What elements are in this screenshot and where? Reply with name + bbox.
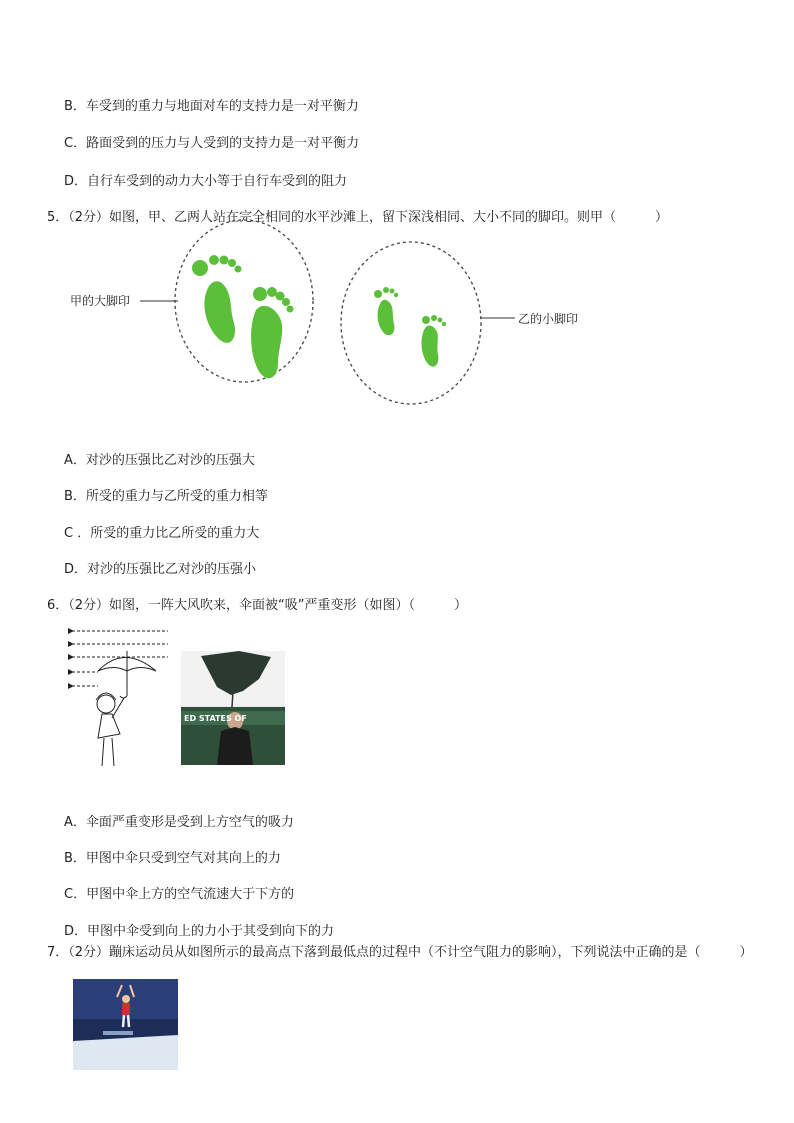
- q6-option-b: B．甲图中伞只受到空气对其向上的力: [64, 851, 281, 866]
- q5-option-b: B．所受的重力与乙所受的重力相等: [64, 489, 268, 504]
- umbrella-photo: [181, 651, 285, 765]
- inverted-umbrella-photo: [181, 651, 285, 765]
- q5-option-a: A．对沙的压强比乙对沙的压强大: [64, 453, 255, 468]
- photo-caption: ED STATES OF: [184, 714, 247, 723]
- trampoline-athlete-photo: [73, 979, 178, 1070]
- q6-option-d: D．甲图中伞受到向上的力小于其受到向下的力: [64, 924, 335, 939]
- q6-option-c: C．甲图中伞上方的空气流速大于下方的: [64, 887, 295, 902]
- footprints-figure: [60, 218, 600, 413]
- yi-circle: [341, 242, 481, 404]
- big-footprint-icon: [192, 255, 294, 378]
- q4-option-d: D．自行车受到的动力大小等于自行车受到的阻力: [64, 174, 348, 189]
- label-yi-footprint: 乙的小脚印: [518, 312, 579, 326]
- label-jia-footprint: 甲的大脚印: [70, 294, 131, 308]
- q4-option-b: B．车受到的重力与地面对车的支持力是一对平衡力: [64, 99, 359, 114]
- q6-option-a: A．伞面严重变形是受到上方空气的吸力: [64, 815, 294, 830]
- trampoline-photo: [73, 979, 178, 1070]
- q6-stem: 6．（2分）如图，一阵大风吹来，伞面被“吸”严重变形（如图）（ ）: [47, 598, 468, 613]
- q5-option-c: C ．所受的重力比乙所受的重力大: [64, 526, 260, 541]
- jia-circle: [175, 220, 313, 382]
- umbrella-sketch: [68, 626, 178, 776]
- small-footprint-icon: [374, 287, 446, 367]
- q4-option-c: C．路面受到的压力与人受到的支持力是一对平衡力: [64, 136, 360, 151]
- q5-stem: 5．（2分）如图，甲、乙两人站在完全相同的水平沙滩上，留下深浅相同、大小不同的脚印。则甲（ ）: [47, 210, 669, 225]
- q7-stem: 7．（2分）蹦床运动员从如图所示的最高点下落到最低点的过程中（不计空气阻力的影响），下列说法中正确的是（ ）: [47, 945, 753, 960]
- girl-umbrella-icon: [68, 626, 178, 776]
- q5-option-d: D．对沙的压强比乙对沙的压强小: [64, 562, 257, 577]
